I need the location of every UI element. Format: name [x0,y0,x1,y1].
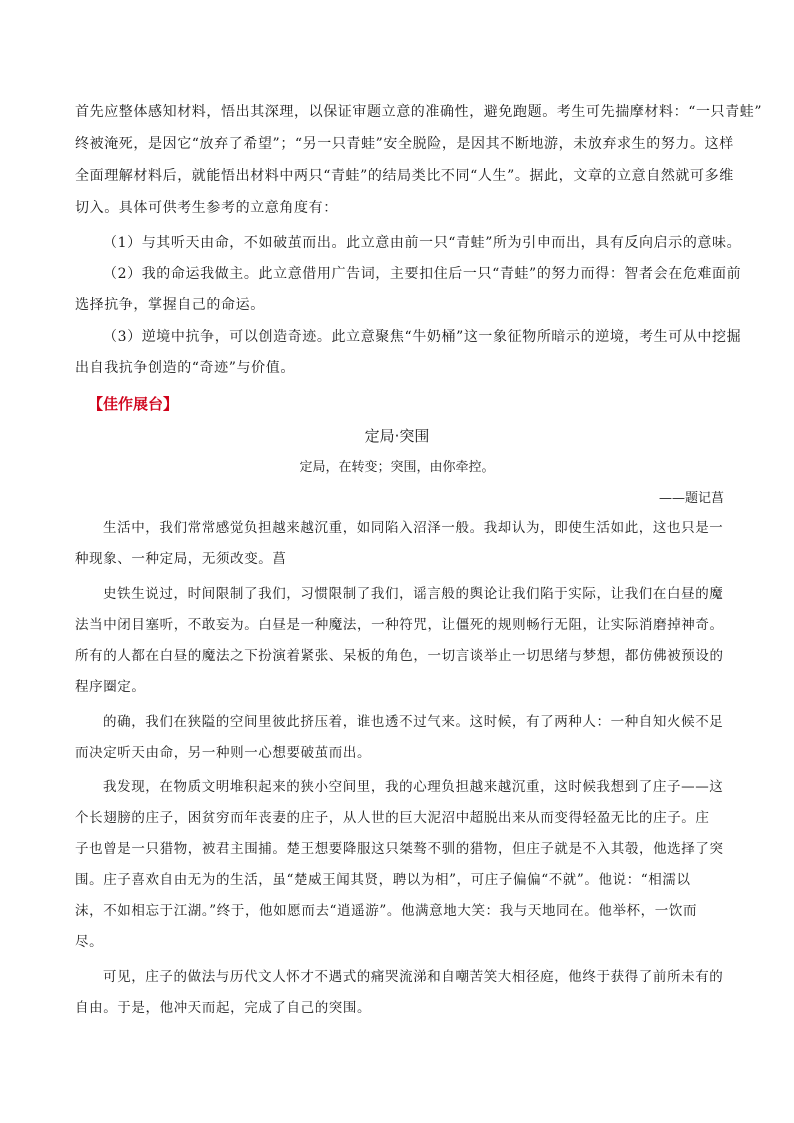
essay-paragraph-line: 生活中，我们常常感觉负担越来越沉重，如同陷入沼泽一般。我却认为，即使生活如此，这也只是一 [103,520,724,536]
analysis-line: 终被淹死，是因它“放弃了希望”；“另一只青蛙”安全脱险，是因其不断地游，未放弃求生的努力。这样 [75,136,734,152]
essay-paragraph-line: 的确，我们在狭隘的空间里彼此挤压着，谁也透不过气来。这时候，有了两种人：一种自知火候不足 [103,714,724,730]
section-heading: 【佳作展台】 [88,395,179,413]
essay-paragraph-line: 子也曾是一只猎物，被君主围捕。楚王想要降服这只桀骜不驯的猎物，但庄子就是不入其彀，他选择了突 [75,841,724,857]
essay-paragraph-line: 可见，庄子的做法与历代文人怀才不遇式的痛哭流涕和自嘲苦笑大相径庭，他终于获得了前所未有的 [103,969,724,985]
essay-epigraph: 定局，在转变；突围，由你牵控。 [299,460,495,475]
essay-paragraph-line: 程序圈定。 [75,679,146,695]
angle-point-2-cont: 选择抗争，掌握自己的命运。 [75,297,265,313]
essay-paragraph-line: 我发现，在物质文明堆积起来的狭小空间里，我的心理负担越来越沉重，这时候我想到了庄子——这 [103,779,724,795]
essay-paragraph-line: 而决定听天由命，另一种则一心想要破茧而出。 [75,745,372,761]
analysis-line: 首先应整体感知材料，悟出其深理，以保证审题立意的准确性，避免跑题。考生可先揣摩材料：“一只青蛙” [75,104,763,120]
essay-paragraph-line: 沫，不如相忘于江湖。”终于，他如愿而去“逍遥游”。他满意地大笑：我与天地同在。他举杯，一饮而 [75,903,698,919]
angle-point-2: （2）我的命运我做主。此立意借用广告词，主要扣住后一只“青蛙”的努力而得：智者会在危难面前 [103,266,742,282]
essay-paragraph-line: 围。庄子喜欢自由无为的生活，虽“楚威王闻其贤，聘以为相”，可庄子偏偏“不就”。他说：“相濡以 [75,872,691,888]
analysis-line: 切入。具体可供考生参考的立意角度有： [75,200,338,216]
essay-paragraph-line: 尽。 [75,934,104,950]
epigraph-signature: ——题记菖 [658,491,724,506]
essay-paragraph-line: 种现象、一种定局，无须改变。菖 [75,551,287,567]
analysis-line: 全面理解材料后，就能悟出材料中两只“青蛙”的结局类比不同“人生”。据此，文章的立意自然就可多维 [75,168,734,184]
essay-paragraph-line: 个长翅膀的庄子，困贫穷而年丧妻的庄子，从人世的巨大泥沼中超脱出来从而变得轻盈无比的庄子。庄 [75,810,710,826]
angle-point-1: （1）与其听天由命，不如破茧而出。此立意由前一只“青蛙”所为引申而出，具有反向启示的意味。 [103,235,742,251]
angle-point-3-cont: 出自我抗争创造的“奇迹”与价值。 [75,360,295,376]
essay-paragraph-line: 史铁生说过，时间限制了我们，习惯限制了我们，谣言般的舆论让我们陷于实际，让我们在白昼的魔 [103,586,724,602]
essay-paragraph-line: 法当中闭目塞听，不敢妄为。白昼是一种魔法，一种符咒，让僵死的规则畅行无阻，让实际消磨掉神奇。 [75,617,724,633]
essay-paragraph-line: 所有的人都在白昼的魔法之下扮演着紧张、呆板的角色，一切言谈举止一切思绪与梦想，都仿佛被预设的 [75,648,724,664]
essay-paragraph-line: 自由。于是，他冲天而起，完成了自己的突围。 [75,1000,372,1016]
essay-title: 定局·突围 [364,427,430,445]
angle-point-3: （3）逆境中抗争，可以创造奇迹。此立意聚焦“牛奶桶”这一象征物所暗示的逆境，考生可从中挖掘 [103,329,742,345]
